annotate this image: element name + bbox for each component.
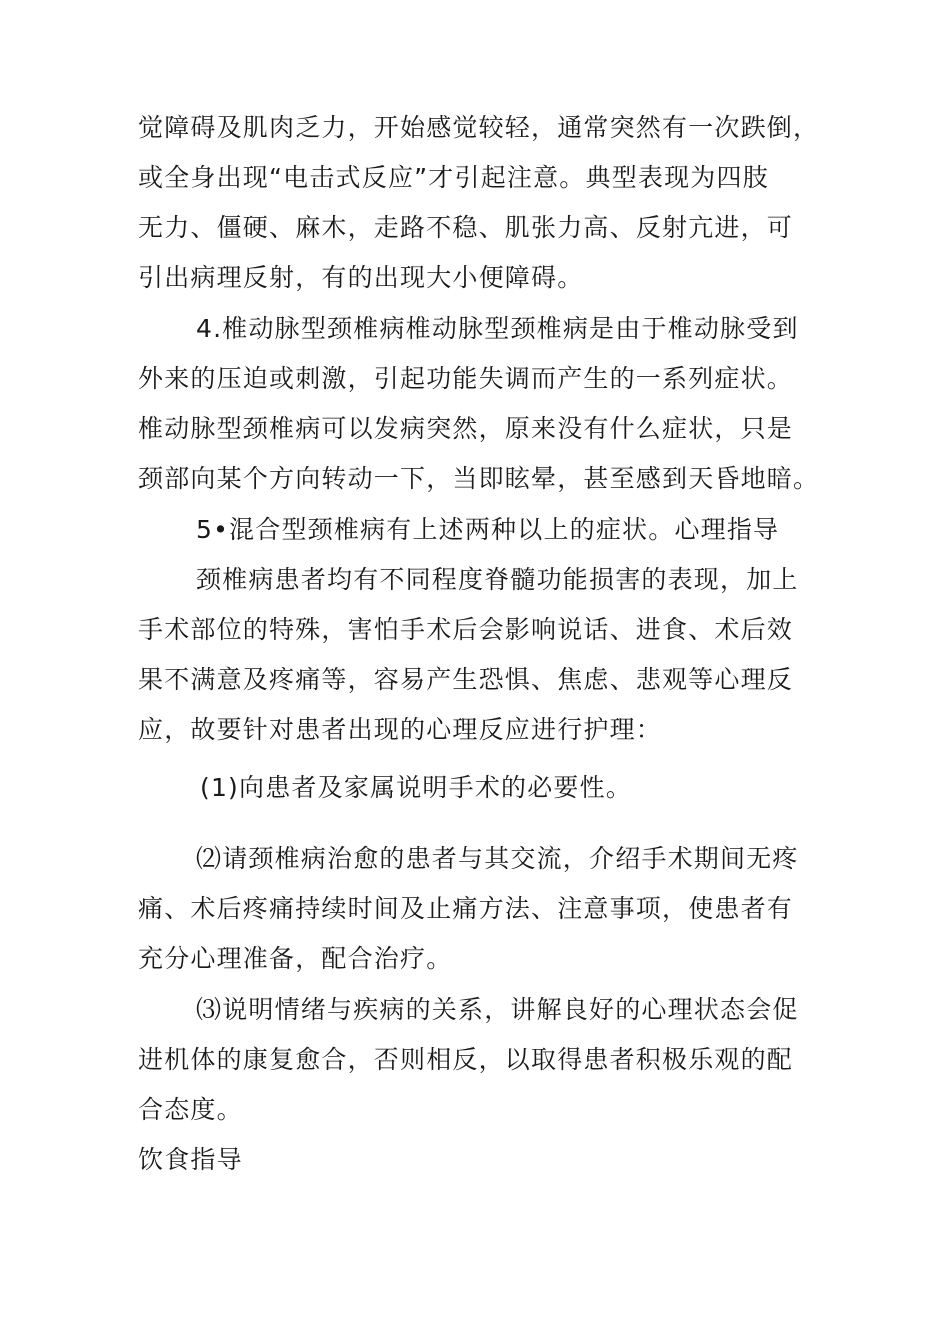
section-heading: 饮食指导 [138, 1145, 243, 1174]
text-line: 颈椎病患者均有不同程度脊髓功能损害的表现，加上 [196, 565, 799, 594]
text-line: 或全身出现“电击式反应”才引起注意。典型表现为四肢 [138, 163, 769, 192]
text-line: 充分心理准备，配合治疗。 [138, 944, 453, 973]
text-line: 痛、术后疼痛持续时间及止痛方法、注意事项，使患者有 [138, 894, 794, 923]
text-line: 手术部位的特殊，害怕手术后会影响说话、进食、术后效 [138, 615, 794, 644]
text-line: 应，故要针对患者出现的心理反应进行护理： [138, 715, 663, 744]
text-line: 引出病理反射，有的出现大小便障碍。 [138, 263, 584, 292]
text-line: 5•混合型颈椎病有上述两种以上的症状。心理指导 [196, 515, 780, 544]
text-line: ⑶说明情绪与疾病的关系，讲解良好的心理状态会促 [196, 995, 799, 1024]
text-line: 颈部向某个方向转动一下，当即眩晕，甚至感到天昏地暗。 [138, 464, 820, 493]
text-line: 椎动脉型颈椎病可以发病突然，原来没有什么症状，只是 [138, 414, 794, 443]
text-line: 果不满意及疼痛等，容易产生恐惧、焦虑、悲观等心理反 [138, 665, 794, 694]
text-line: 4.椎动脉型颈椎病椎动脉型颈椎病是由于椎动脉受到 [196, 314, 799, 343]
text-line: (1)向患者及家属说明手术的必要性。 [200, 773, 633, 802]
text-line: 外来的压迫或刺激，引起功能失调而产生的一系列症状。 [138, 364, 794, 393]
text-line: ⑵请颈椎病治愈的患者与其交流，介绍手术期间无疼 [196, 844, 799, 873]
text-line: 无力、僵硬、麻木，走路不稳、肌张力高、反射亢进，可 [138, 213, 794, 242]
text-line: 进机体的康复愈合，否则相反，以取得患者积极乐观的配 [138, 1045, 794, 1074]
text-line: 合态度。 [138, 1095, 243, 1124]
text-line: 觉障碍及肌肉乏力，开始感觉较轻，通常突然有一次跌倒， [138, 113, 820, 142]
